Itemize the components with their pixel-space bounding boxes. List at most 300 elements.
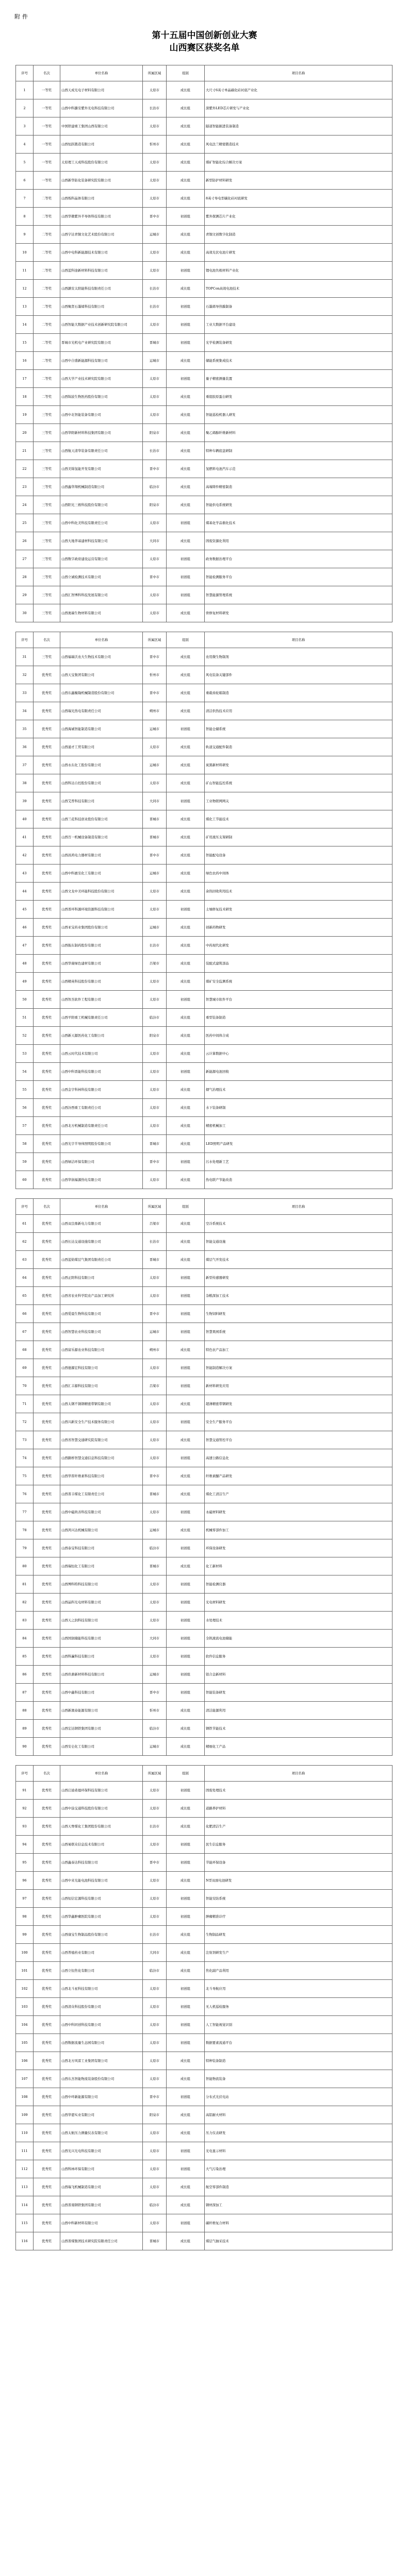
table-cell: 煤矿安全监测系统 [205,973,392,991]
table-cell: 煤基化学品催化技术 [205,514,392,532]
table-cell: 忻州市 [143,666,167,684]
table-cell: 晋城市 [143,1135,167,1153]
table-cell: 12 [16,280,34,298]
table-cell: 山西科灜科技有限公司 [60,1648,143,1666]
table-cell: 运城市 [143,865,167,883]
table-row [16,1117,392,1135]
table-cell: 运城市 [143,919,167,937]
table-cell: 晋中市 [143,846,167,865]
table-cell: 10 [16,244,34,262]
table-cell: 成长组 [167,2070,205,2088]
table-cell: 优秀奖 [34,738,60,756]
table-cell: 初创组 [167,568,205,586]
table-cell: 成长组 [167,1521,205,1539]
table-cell: 45 [16,901,34,919]
table-cell: 优秀奖 [34,1171,60,1189]
table-cell: 优秀奖 [34,1009,60,1027]
table-cell: 晋城市 [143,1557,167,1575]
table-cell: 钢铁节能技术 [205,1720,392,1738]
table-cell: 成长组 [167,2124,205,2142]
table-cell: 36 [16,738,34,756]
table-row [16,2232,392,2250]
table-cell: 三等奖 [34,568,60,586]
table-cell: 山西烁科晶体有限公司 [60,190,143,208]
table-cell: 矿用液压支架研制 [205,828,392,846]
table-cell: 太原市 [143,81,167,99]
table-cell: 山西中科同创科技有限公司 [60,2016,143,2034]
table-cell: 初创组 [167,514,205,532]
column-header: 所属区域 [143,65,167,81]
table-cell: 山西富乐源农业科技有限公司 [60,1341,143,1359]
table-cell: 62 [16,1233,34,1251]
column-header: 序号 [16,1766,34,1782]
table-cell: 初创组 [167,1684,205,1702]
table-cell: 成长组 [167,1215,205,1233]
table-row [16,1684,392,1702]
table-cell: 山西中来光能电池科技有限公司 [60,1872,143,1890]
table-cell: 山西新天源医药化工有限公司 [60,1027,143,1045]
table-cell: 47 [16,937,34,955]
table-cell: 83 [16,1612,34,1630]
table-cell: 太原市 [143,1045,167,1063]
table-cell: 吕梁市 [143,1377,167,1395]
table-cell: 成长组 [167,1009,205,1027]
table-cell: 102 [16,1980,34,1998]
table-cell: 初创组 [167,1305,205,1323]
table-row [16,1269,392,1287]
table-cell: 山西国润储能科技有限公司 [60,1630,143,1648]
table-cell: 成长组 [167,1557,205,1575]
table-cell: 81 [16,1575,34,1594]
table-cell: 34 [16,702,34,720]
table-cell: 初创组 [167,792,205,810]
table-cell: 成长组 [167,604,205,622]
table-cell: 山西潞安太阳能科技有限责任公司 [60,280,143,298]
table-cell: 优秀奖 [34,1153,60,1171]
table-cell: 46 [16,919,34,937]
table-cell: 优秀奖 [34,1449,60,1467]
table-cell: 优秀奖 [34,1045,60,1063]
column-header: 名次 [34,65,60,81]
table-cell: 山西科达自控股份有限公司 [60,774,143,792]
table-cell: LED照明产品研发 [205,1135,392,1153]
table-cell: 太原市 [143,154,167,172]
table-cell: 太原市 [143,244,167,262]
table-cell: 二等奖 [34,316,60,334]
table-cell: 优秀奖 [34,991,60,1009]
table-cell: 紫外探测芯片产业化 [205,208,392,226]
attachment-label: 附件 [14,13,30,20]
table-cell: 软件信息服务 [205,1648,392,1666]
table-cell: 聚乙烯醇纤维新材料 [205,424,392,442]
table-cell: 航空零部件制造 [205,2178,392,2196]
table-cell: 59 [16,1153,34,1171]
table-cell: 三等奖 [34,550,60,568]
table-cell: 优秀奖 [34,1648,60,1666]
table-cell: 山西北方机械制造有限责任公司 [60,1117,143,1135]
table-cell: 优秀奖 [34,666,60,684]
table-cell: 成长组 [167,702,205,720]
table-cell: 临汾市 [143,1720,167,1738]
table-cell: 山西艾普科技有限公司 [60,792,143,810]
column-header: 组别 [167,1766,205,1782]
table-cell: 山西汇丰源科技有限公司 [60,1377,143,1395]
table-cell: 山西亚宝药业集团股份有限公司 [60,919,143,937]
table-cell: 成长组 [167,226,205,244]
table-row [16,973,392,991]
table-cell: 山西博科特科技有限公司 [60,1575,143,1594]
table-cell: 初创组 [167,334,205,352]
table-cell: 山西平阳重工机械有限责任公司 [60,1009,143,1027]
table-cell: 初创组 [167,2160,205,2178]
table-cell: 光电材料研发 [205,1594,392,1612]
table-cell: 吕梁市 [143,955,167,973]
table-cell: 绿色农药中间体 [205,865,392,883]
table-cell: 固废处理技术 [205,1782,392,1800]
table-cell: 优秀奖 [34,1027,60,1045]
table-cell: 山西晶科光电材料有限公司 [60,1594,143,1612]
table-cell: 精细化工产品 [205,1738,392,1756]
table-cell: 高速公路信息化 [205,1449,392,1467]
table-cell: 成长组 [167,973,205,991]
table-cell: 65 [16,1287,34,1305]
table-cell: 山西智能大数据产业技术创新研究院有限公司 [60,316,143,334]
table-cell: 山西中鑫科技有限公司 [60,1684,143,1702]
table-cell: 67 [16,1323,34,1341]
table-cell: 27 [16,550,34,568]
table-cell: 太原市 [143,190,167,208]
table-cell: 山西立诚检测技术有限公司 [60,568,143,586]
table-row [16,702,392,720]
table-cell: 76 [16,1485,34,1503]
table-cell: 三等奖 [34,460,60,478]
table-row [16,1980,392,1998]
table-cell: 优秀奖 [34,1557,60,1575]
column-header: 名次 [34,1766,60,1782]
table-cell: 山西百一机械设备制造有限公司 [60,828,143,846]
table-row [16,1594,392,1612]
table-row [16,1720,392,1738]
table-cell: 山西汇智博科科技发展有限公司 [60,586,143,604]
table-cell: 太原市 [143,1594,167,1612]
table-cell: 15 [16,334,34,352]
table-row [16,334,392,352]
table-cell: 29 [16,586,34,604]
table-cell: 初创组 [167,550,205,568]
table-cell: 39 [16,792,34,810]
table-cell: 初创组 [167,2214,205,2232]
table-cell: 5 [16,154,34,172]
table-row [16,1944,392,1962]
table-cell: 成长组 [167,81,205,99]
table-cell: 成长组 [167,883,205,901]
table-cell: 优秀奖 [34,1782,60,1800]
award-table [15,632,392,1189]
table-row [16,1926,392,1944]
table-row [16,684,392,702]
table-cell: 初创组 [167,2016,205,2034]
table-cell: 民生信息服务 [205,1836,392,1854]
table-cell: N型双面电池研发 [205,1872,392,1890]
table-cell: 30 [16,604,34,622]
table-cell: 优秀奖 [34,973,60,991]
column-header: 单位名称 [60,65,143,81]
table-cell: 优秀奖 [34,1305,60,1323]
column-header: 组别 [167,65,205,81]
table-cell: 医药中间体合成 [205,1027,392,1045]
table-cell: 优秀奖 [34,1431,60,1449]
table-cell: 太原市 [143,316,167,334]
table-cell: 三等奖 [34,406,60,424]
table-row [16,1027,392,1045]
table-cell: 91 [16,1782,34,1800]
table-row [16,1341,392,1359]
table-cell: 太原市 [143,774,167,792]
table-cell: 钢材深加工 [205,2196,392,2214]
table-cell: 初创组 [167,1666,205,1684]
table-cell: 初创组 [167,1503,205,1521]
table-row [16,1305,392,1323]
table-cell: 太原理工天成科技股份有限公司 [60,154,143,172]
table-cell: 初创组 [167,1854,205,1872]
table-cell: 水下装备研制 [205,1099,392,1117]
table-cell: 优秀奖 [34,2124,60,2142]
table-cell: 工业物联网网关 [205,792,392,810]
table-cell: 压力仪表研发 [205,2124,392,2142]
table-cell: 忻州市 [143,1702,167,1720]
table-cell: 优秀奖 [34,901,60,919]
table-row [16,316,392,334]
table-cell: 太原市 [143,1648,167,1666]
table-cell: 山西华康绿色建材有限公司 [60,955,143,973]
table-cell: 87 [16,1684,34,1702]
table-cell: 优秀奖 [34,792,60,810]
table-cell: 初创组 [167,262,205,280]
table-cell: 初创组 [167,1153,205,1171]
table-cell: 二等奖 [34,370,60,388]
table-cell: 晋城市 [143,1485,167,1503]
table-cell: 山西天成光电子材料有限公司 [60,81,143,99]
table-cell: 风电法兰精密锻造技术 [205,135,392,154]
table-row [16,1575,392,1594]
table-cell: 成长组 [167,1485,205,1503]
table-row [16,1485,392,1503]
table-cell: 数据要素流通平台 [205,2034,392,2052]
table-row [16,280,392,298]
table-row [16,1890,392,1908]
table-cell: 山西中电科新能源技术有限公司 [60,244,143,262]
table-cell: 优秀奖 [34,865,60,883]
table-cell: 煤矿智能化综合解决方案 [205,154,392,172]
table-cell: 山西大地华基建材科技有限公司 [60,532,143,550]
table-cell: 储能系统集成技术 [205,352,392,370]
table-cell: 38 [16,774,34,792]
table-cell: 太原市 [143,1359,167,1377]
table-cell: 成长组 [167,1702,205,1720]
table-cell: 晋中市 [143,684,167,702]
table-cell: 11 [16,262,34,280]
table-cell: 57 [16,1117,34,1135]
table-cell: 太原市 [143,901,167,919]
table-cell: 72 [16,1413,34,1431]
table-cell: 优秀奖 [34,2160,60,2178]
table-cell: 77 [16,1503,34,1521]
table-cell: 特种车辆底盘研制 [205,442,392,460]
table-cell: 山西北斗星科技有限公司 [60,1980,143,1998]
table-cell: 临汾市 [143,2196,167,2214]
table-cell: 初创组 [167,1612,205,1630]
table-header-row [16,1199,392,1215]
table-cell: 太原市 [143,1063,167,1081]
table-row [16,1171,392,1189]
table-cell: 太原市 [143,604,167,622]
column-header: 单位名称 [60,1766,143,1782]
table-cell: 山西德源宏科技有限公司 [60,1359,143,1377]
table-cell: 三等奖 [34,478,60,496]
table-cell: 18 [16,388,34,406]
table-cell: 晋中市 [143,1684,167,1702]
table-cell: 山西中涂交通科技股份有限公司 [60,1800,143,1818]
table-cell: 山西文龙中美环能科技股份有限公司 [60,883,143,901]
table-cell: 运城市 [143,1666,167,1684]
table-cell: 中国铁建重工集团山西有限公司 [60,117,143,135]
table-cell: 31 [16,648,34,666]
table-cell: 33 [16,684,34,702]
table-cell: 太原市 [143,2178,167,2196]
table-cell: 79 [16,1539,34,1557]
table-cell: 23 [16,478,34,496]
table-cell: 山西瑞恒化工有限公司 [60,1557,143,1575]
table-cell: 智能安防系统 [205,1890,392,1908]
table-cell: 成长组 [167,684,205,702]
table-cell: 三等奖 [34,586,60,604]
table-row [16,1045,392,1063]
table-cell: 109 [16,2106,34,2124]
table-cell: 高效光伏电池片研发 [205,244,392,262]
table-cell: 太原市 [143,370,167,388]
table-cell: 太原市 [143,738,167,756]
table-row [16,1413,392,1431]
table-cell: 太原市 [143,1980,167,1998]
table-cell: 太原市 [143,1413,167,1431]
table-cell: 太原市 [143,2016,167,2034]
table-cell: 山西华润福源热电有限公司 [60,1171,143,1189]
table-cell: 74 [16,1449,34,1467]
table-cell: 重组胶原蛋白研发 [205,388,392,406]
table-cell: 山西晋丰煤化工有限责任公司 [60,1485,143,1503]
table-cell: 68 [16,1341,34,1359]
table-cell: 优秀奖 [34,1269,60,1287]
table-cell: 优秀奖 [34,1503,60,1521]
table-cell: 优秀奖 [34,1594,60,1612]
table-cell: 高端铸件精密制造 [205,478,392,496]
table-row [16,1081,392,1099]
table-cell: 二等奖 [34,190,60,208]
table-row [16,568,392,586]
table-cell: 三等奖 [34,424,60,442]
table-cell: 杂粮深加工技术 [205,1287,392,1305]
table-cell: 山西华恩实业有限公司 [60,2106,143,2124]
table-cell: 新能源电池回收 [205,1063,392,1081]
table-cell: 山西天之润科技有限公司 [60,1612,143,1630]
table-row [16,1377,392,1395]
table-cell: 成长组 [167,2196,205,2214]
table-cell: 97 [16,1890,34,1908]
table-cell: 成长组 [167,1872,205,1890]
table-cell: 优秀奖 [34,1666,60,1684]
table-cell: 运城市 [143,352,167,370]
table-row [16,550,392,568]
column-header: 序号 [16,632,34,648]
table-cell: 6 [16,172,34,190]
table-cell: 2 [16,99,34,117]
table-cell: 优秀奖 [34,1539,60,1557]
table-cell: 26 [16,532,34,550]
table-cell: 山西中科新材料有限公司 [60,2214,143,2232]
table-cell: 二等奖 [34,334,60,352]
table-cell: 太原市 [143,973,167,991]
table-cell: 山西太钢不锈钢精密带钢有限公司 [60,1395,143,1413]
table-cell: 成长组 [167,244,205,262]
table-cell: 85 [16,1648,34,1666]
award-list [15,65,392,2260]
table-cell: 96 [16,1872,34,1890]
table-cell: 山西华微紫外半导体科技有限公司 [60,208,143,226]
table-cell: 71 [16,1395,34,1413]
table-cell: 成长组 [167,1818,205,1836]
table-cell: 山西易联众信息技术有限公司 [60,1836,143,1854]
table-row [16,1449,392,1467]
table-cell: 山西兰花科技创业股份有限公司 [60,810,143,828]
table-cell: 临汾市 [143,1009,167,1027]
table-cell: 太原市 [143,1171,167,1189]
table-cell: 晋城市 [143,334,167,352]
table-cell: 优秀奖 [34,2178,60,2196]
table-cell: 优秀奖 [34,2196,60,2214]
table-cell: 山西智杰软件工程有限公司 [60,991,143,1009]
table-cell: 优秀奖 [34,1836,60,1854]
table-cell: 太原市 [143,406,167,424]
table-cell: 成长组 [167,1251,205,1269]
table-cell: 成长组 [167,2178,205,2196]
table-cell: 肿瘤精准诊疗 [205,1908,392,1926]
table-cell: 37 [16,756,34,774]
table-cell: 山西中北智能装备有限公司 [60,406,143,424]
table-cell: 优秀奖 [34,1926,60,1944]
table-cell: 轨道交通配件制造 [205,738,392,756]
table-cell: 生物饲料研发 [205,1305,392,1323]
table-cell: 成长组 [167,1800,205,1818]
table-cell: 特色农产品加工 [205,1341,392,1359]
table-row [16,1323,392,1341]
table-cell: 山西东鑫衡隆机械制造股份有限公司 [60,684,143,702]
table-cell: 41 [16,828,34,846]
table-cell: 运城市 [143,756,167,774]
table-cell: 成长组 [167,135,205,154]
table-cell: 115 [16,2214,34,2232]
table-cell: 铝合金新材料 [205,1666,392,1684]
table-row [16,1539,392,1557]
column-header: 名次 [34,632,60,648]
table-row [16,1431,392,1449]
table-cell: 初创组 [167,2142,205,2160]
table-cell: 17 [16,370,34,388]
table-cell: 山西清众科技股份有限公司 [60,1998,143,2016]
table-cell: 大同市 [143,792,167,810]
table-cell: 优秀奖 [34,919,60,937]
table-row [16,424,392,442]
table-row [16,919,392,937]
